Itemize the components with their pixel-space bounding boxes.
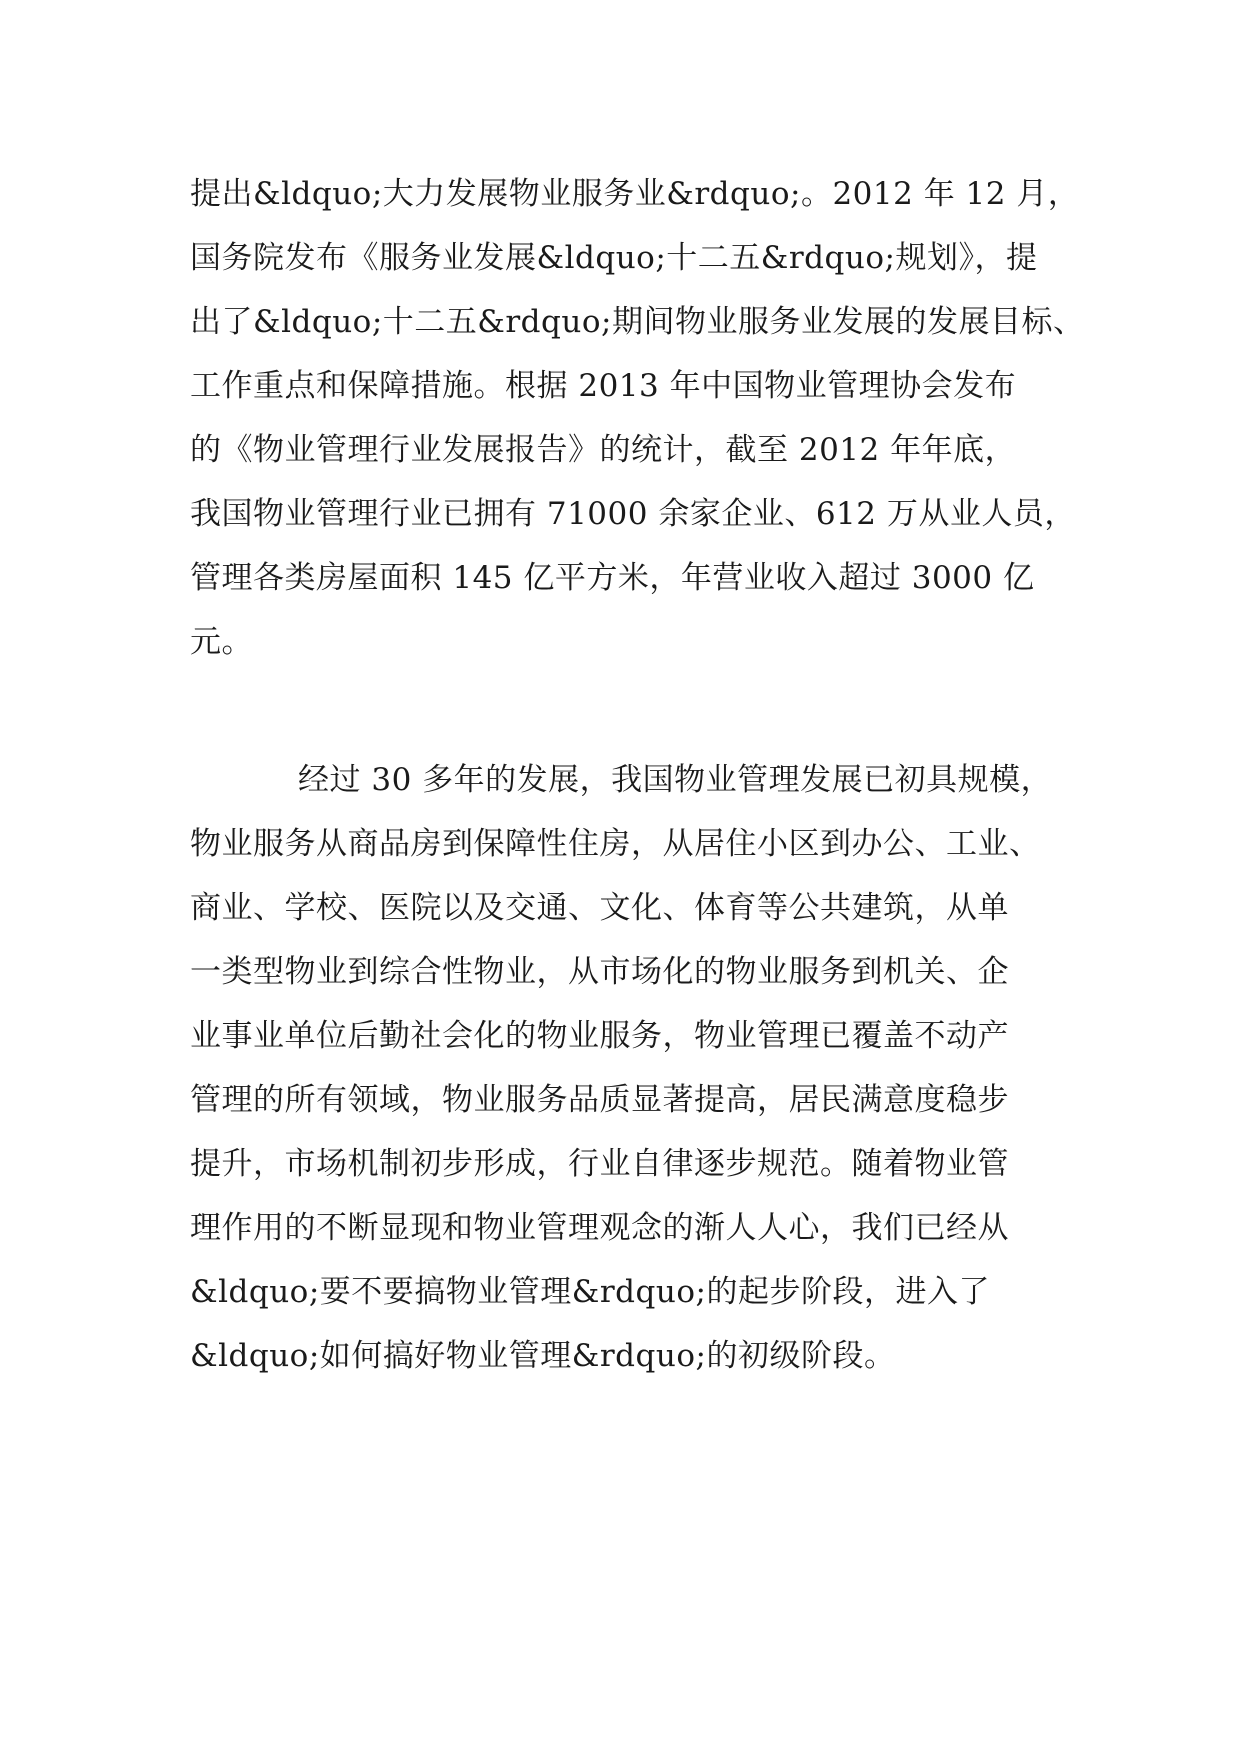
text-line: 经过 30 多年的发展，我国物业管理发展已初具规模， <box>298 762 1053 798</box>
paragraph-industry-development <box>190 748 1090 1388</box>
text-line: 国务院发布《服务业发展&ldquo;十二五&rdquo;规划》，提 <box>190 240 1038 276</box>
text-line: 商业、学校、医院以及交通、文化、体育等公共建筑，从单 <box>190 890 1009 926</box>
text-line: 业事业单位后勤社会化的物业服务，物业管理已覆盖不动产 <box>190 1018 1009 1054</box>
text-line: 的《物业管理行业发展报告》的统计，截至 2012 年年底， <box>190 432 1017 468</box>
text-line: 理作用的不断显现和物业管理观念的渐人人心，我们已经从 <box>190 1210 1009 1246</box>
text-line: 提出&ldquo;大力发展物业服务业&rdquo;。2012 年 12 月， <box>190 176 1080 212</box>
text-line: 元。 <box>190 624 253 660</box>
text-line: 我国物业管理行业已拥有 71000 余家企业、612 万从业人员， <box>190 496 1076 532</box>
text-line: 一类型物业到综合性物业，从市场化的物业服务到机关、企 <box>190 954 1009 990</box>
text-line: 提升，市场机制初步形成，行业自律逐步规范。随着物业管 <box>190 1146 1009 1182</box>
text-line: 管理的所有领域，物业服务品质显著提高，居民满意度稳步 <box>190 1082 1009 1118</box>
text-line: &ldquo;如何搞好物业管理&rdquo;的初级阶段。 <box>190 1338 896 1374</box>
text-line: 物业服务从商品房到保障性住房，从居住小区到办公、工业、 <box>190 826 1041 862</box>
text-line: &ldquo;要不要搞物业管理&rdquo;的起步阶段，进入了 <box>190 1274 990 1310</box>
paragraph-property-service-policy <box>190 162 1090 674</box>
text-line: 管理各类房屋面积 145 亿平方米，年营业收入超过 3000 亿 <box>190 560 1035 596</box>
text-line: 工作重点和保障措施。根据 2013 年中国物业管理协会发布 <box>190 368 1017 404</box>
text-line: 出了&ldquo;十二五&rdquo;期间物业服务业发展的发展目标、 <box>190 304 1085 340</box>
